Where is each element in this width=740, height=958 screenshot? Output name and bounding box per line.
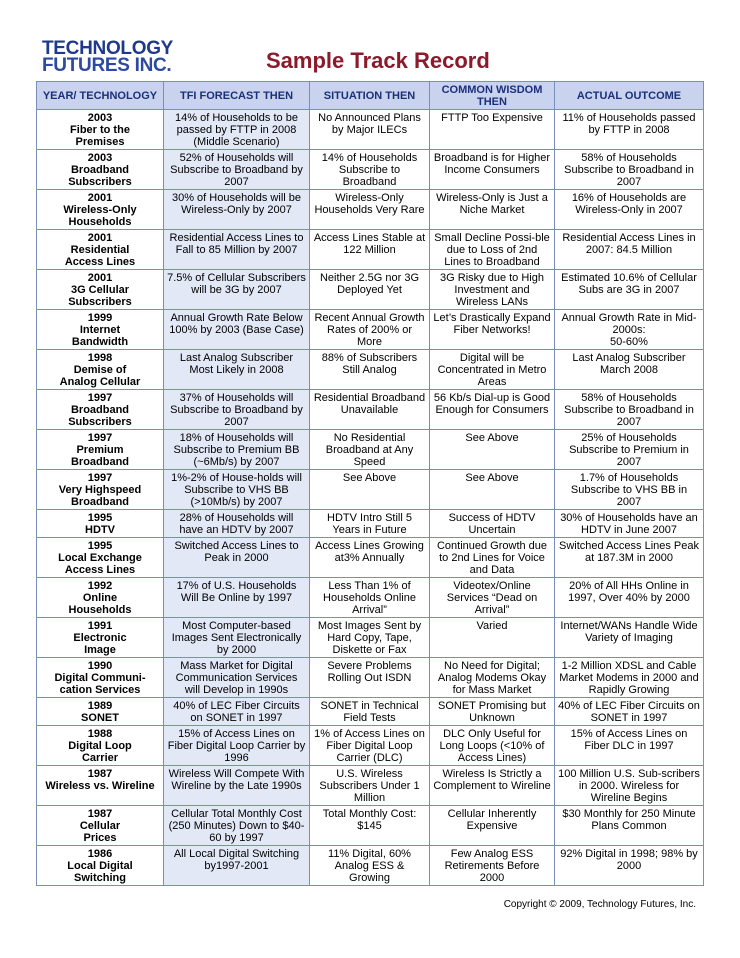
outcome-cell: 11% of Households passed by FTTP in 2008 (555, 110, 704, 150)
header-tfi-forecast: TFI FORECAST THEN (164, 82, 310, 110)
outcome-cell: Annual Growth Rate in Mid-2000s: 50-60% (555, 310, 704, 350)
situation-cell: No Announced Plans by Major ILECs (310, 110, 430, 150)
year-technology-cell: 1997 Very Highspeed Broadband (37, 470, 164, 510)
common-wisdom-cell: DLC Only Useful for Long Loops (<10% of Access Lines) (430, 726, 555, 766)
outcome-cell: 20% of All HHs Online in 1997, Over 40% by 2000 (555, 578, 704, 618)
outcome-cell: 25% of Households Subscribe to Premium in 2007 (555, 430, 704, 470)
year-technology-cell: 1995 Local Exchange Access Lines (37, 538, 164, 578)
outcome-cell: 58% of Households Subscribe to Broadband in 2007 (555, 390, 704, 430)
year-technology-cell: 2001 Wireless-Only Households (37, 190, 164, 230)
situation-cell: Total Monthly Cost: $145 (310, 806, 430, 846)
common-wisdom-cell: 56 Kb/s Dial-up is Good Enough for Consumers (430, 390, 555, 430)
table-row (37, 310, 704, 350)
outcome-cell: 30% of Households have an HDTV in June 2007 (555, 510, 704, 538)
table-row (37, 230, 704, 270)
table-row (37, 658, 704, 698)
outcome-cell: Estimated 10.6% of Cellular Subs are 3G in 2007 (555, 270, 704, 310)
situation-cell: Most Images Sent by Hard Copy, Tape, Diskette or Fax (310, 618, 430, 658)
common-wisdom-cell: Digital will be Concentrated in Metro Areas (430, 350, 555, 390)
outcome-cell: 1-2 Million XDSL and Cable Market Modems in 2000 and Rapidly Growing (555, 658, 704, 698)
year-technology-cell: 1997 Broadband Subscribers (37, 390, 164, 430)
year-technology-cell: 1995 HDTV (37, 510, 164, 538)
common-wisdom-cell: Let’s Drastically Expand Fiber Networks! (430, 310, 555, 350)
forecast-cell: 15% of Access Lines on Fiber Digital Loop Carrier by 1996 (164, 726, 310, 766)
table-row (37, 578, 704, 618)
year-technology-cell: 1998 Demise of Analog Cellular (37, 350, 164, 390)
outcome-cell: 40% of LEC Fiber Circuits on SONET in 1997 (555, 698, 704, 726)
table-row (37, 190, 704, 230)
situation-cell: HDTV Intro Still 5 Years in Future (310, 510, 430, 538)
table-row (37, 150, 704, 190)
situation-cell: 14% of Households Subscribe to Broadband (310, 150, 430, 190)
forecast-cell: Residential Access Lines to Fall to 85 Million by 2007 (164, 230, 310, 270)
header-common-wisdom: COMMON WISDOM THEN (430, 82, 555, 110)
outcome-cell: $30 Monthly for 250 Minute Plans Common (555, 806, 704, 846)
situation-cell: U.S. Wireless Subscribers Under 1 Million (310, 766, 430, 806)
year-technology-cell: 1997 Premium Broadband (37, 430, 164, 470)
common-wisdom-cell: Varied (430, 618, 555, 658)
table-row (37, 430, 704, 470)
situation-cell: SONET in Technical Field Tests (310, 698, 430, 726)
header-year-technology: YEAR/ TECHNOLOGY (37, 82, 164, 110)
common-wisdom-cell: Small Decline Possi-ble due to Loss of 2nd Lines to Broadband (430, 230, 555, 270)
copyright-notice: Copyright © 2009, Technology Futures, Inc. (503, 899, 696, 910)
common-wisdom-cell: Continued Growth due to 2nd Lines for Voice and Data (430, 538, 555, 578)
outcome-cell: Internet/WANs Handle Wide Variety of Imaging (555, 618, 704, 658)
forecast-cell: 52% of Households will Subscribe to Broadband by 2007 (164, 150, 310, 190)
forecast-cell: 37% of Households will Subscribe to Broadband by 2007 (164, 390, 310, 430)
common-wisdom-cell: SONET Promising but Unknown (430, 698, 555, 726)
year-technology-cell: 1991 Electronic Image (37, 618, 164, 658)
table-row (37, 470, 704, 510)
outcome-cell: 100 Million U.S. Sub-scribers in 2000. Wireless for Wireline Begins (555, 766, 704, 806)
forecast-cell: Annual Growth Rate Below 100% by 2003 (Base Case) (164, 310, 310, 350)
forecast-cell: Last Analog Subscriber Most Likely in 2008 (164, 350, 310, 390)
common-wisdom-cell: Broadband is for Higher Income Consumers (430, 150, 555, 190)
situation-cell: 11% Digital, 60% Analog ESS & Growing (310, 846, 430, 886)
forecast-cell: Cellular Total Monthly Cost (250 Minutes) Down to $40-60 by 1997 (164, 806, 310, 846)
year-technology-cell: 1986 Local Digital Switching (37, 846, 164, 886)
company-logo (42, 40, 182, 74)
situation-cell: Neither 2.5G nor 3G Deployed Yet (310, 270, 430, 310)
header-actual-outcome: ACTUAL OUTCOME (555, 82, 704, 110)
year-technology-cell: 1989 SONET (37, 698, 164, 726)
logo-line-1: TECHNOLOGY (42, 38, 174, 59)
table-row (37, 350, 704, 390)
table-row (37, 698, 704, 726)
situation-cell: Access Lines Growing at3% Annually (310, 538, 430, 578)
year-technology-cell: 1992 Online Households (37, 578, 164, 618)
forecast-cell: 17% of U.S. Households Will Be Online by 1997 (164, 578, 310, 618)
year-technology-cell: 1988 Digital Loop Carrier (37, 726, 164, 766)
table-row (37, 726, 704, 766)
outcome-cell: 92% Digital in 1998; 98% by 2000 (555, 846, 704, 886)
year-technology-cell: 1987 Cellular Prices (37, 806, 164, 846)
table-row (37, 110, 704, 150)
common-wisdom-cell: Success of HDTV Uncertain (430, 510, 555, 538)
year-technology-cell: 1990 Digital Communi- cation Services (37, 658, 164, 698)
outcome-cell: 1.7% of Households Subscribe to VHS BB in 2007 (555, 470, 704, 510)
forecast-cell: Most Computer-based Images Sent Electronically by 2000 (164, 618, 310, 658)
common-wisdom-cell: No Need for Digital; Analog Modems Okay for Mass Market (430, 658, 555, 698)
common-wisdom-cell: Cellular Inherently Expensive (430, 806, 555, 846)
year-technology-cell: 1987 Wireless vs. Wireline (37, 766, 164, 806)
year-technology-cell: 2001 3G Cellular Subscribers (37, 270, 164, 310)
forecast-cell: 1%-2% of House-holds will Subscribe to VHS BB (>10Mb/s) by 2007 (164, 470, 310, 510)
table-row (37, 618, 704, 658)
common-wisdom-cell: See Above (430, 430, 555, 470)
outcome-cell: 58% of Households Subscribe to Broadband in 2007 (555, 150, 704, 190)
situation-cell: No Residential Broadband at Any Speed (310, 430, 430, 470)
situation-cell: Less Than 1% of Households Online Arrival” (310, 578, 430, 618)
logo-line-2: FUTURES INC. (42, 55, 172, 76)
situation-cell: Access Lines Stable at 122 Million (310, 230, 430, 270)
table-header-row (37, 82, 704, 110)
outcome-cell: 15% of Access Lines on Fiber DLC in 1997 (555, 726, 704, 766)
year-technology-cell: 2001 Residential Access Lines (37, 230, 164, 270)
table-row (37, 766, 704, 806)
common-wisdom-cell: 3G Risky due to High Investment and Wireless LANs (430, 270, 555, 310)
table-row (37, 538, 704, 578)
forecast-cell: Switched Access Lines to Peak in 2000 (164, 538, 310, 578)
situation-cell: Wireless-Only Households Very Rare (310, 190, 430, 230)
table-row (37, 846, 704, 886)
year-technology-cell: 2003 Broadband Subscribers (37, 150, 164, 190)
forecast-cell: 18% of Households will Subscribe to Premium BB (~6Mb/s) by 2007 (164, 430, 310, 470)
table-body (37, 110, 704, 886)
forecast-cell: Wireless Will Compete With Wireline by the Late 1990s (164, 766, 310, 806)
situation-cell: Recent Annual Growth Rates of 200% or More (310, 310, 430, 350)
page-title: Sample Track Record (266, 48, 490, 73)
forecast-cell: 28% of Households will have an HDTV by 2007 (164, 510, 310, 538)
track-record-table (36, 81, 704, 886)
forecast-cell: 7.5% of Cellular Subscribers will be 3G by 2007 (164, 270, 310, 310)
common-wisdom-cell: See Above (430, 470, 555, 510)
year-technology-cell: 1999 Internet Bandwidth (37, 310, 164, 350)
outcome-cell: Switched Access Lines Peak at 187.3M in 2000 (555, 538, 704, 578)
outcome-cell: 16% of Households are Wireless-Only in 2007 (555, 190, 704, 230)
table-row (37, 390, 704, 430)
common-wisdom-cell: Few Analog ESS Retirements Before 2000 (430, 846, 555, 886)
forecast-cell: 14% of Households to be passed by FTTP in 2008 (Middle Scenario) (164, 110, 310, 150)
common-wisdom-cell: FTTP Too Expensive (430, 110, 555, 150)
outcome-cell: Last Analog Subscriber March 2008 (555, 350, 704, 390)
table-row (37, 510, 704, 538)
situation-cell: 88% of Subscribers Still Analog (310, 350, 430, 390)
forecast-cell: All Local Digital Switching by1997-2001 (164, 846, 310, 886)
common-wisdom-cell: Wireless Is Strictly a Complement to Wireline (430, 766, 555, 806)
common-wisdom-cell: Videotex/Online Services “Dead on Arrival” (430, 578, 555, 618)
table-row (37, 270, 704, 310)
common-wisdom-cell: Wireless-Only is Just a Niche Market (430, 190, 555, 230)
outcome-cell: Residential Access Lines in 2007: 84.5 Million (555, 230, 704, 270)
situation-cell: See Above (310, 470, 430, 510)
forecast-cell: 40% of LEC Fiber Circuits on SONET in 1997 (164, 698, 310, 726)
forecast-cell: 30% of Households will be Wireless-Only by 2007 (164, 190, 310, 230)
situation-cell: Severe Problems Rolling Out ISDN (310, 658, 430, 698)
situation-cell: 1% of Access Lines on Fiber Digital Loop Carrier (DLC) (310, 726, 430, 766)
table-row (37, 806, 704, 846)
year-technology-cell: 2003 Fiber to the Premises (37, 110, 164, 150)
situation-cell: Residential Broadband Unavailable (310, 390, 430, 430)
header-situation: SITUATION THEN (310, 82, 430, 110)
forecast-cell: Mass Market for Digital Communication Services will Develop in 1990s (164, 658, 310, 698)
